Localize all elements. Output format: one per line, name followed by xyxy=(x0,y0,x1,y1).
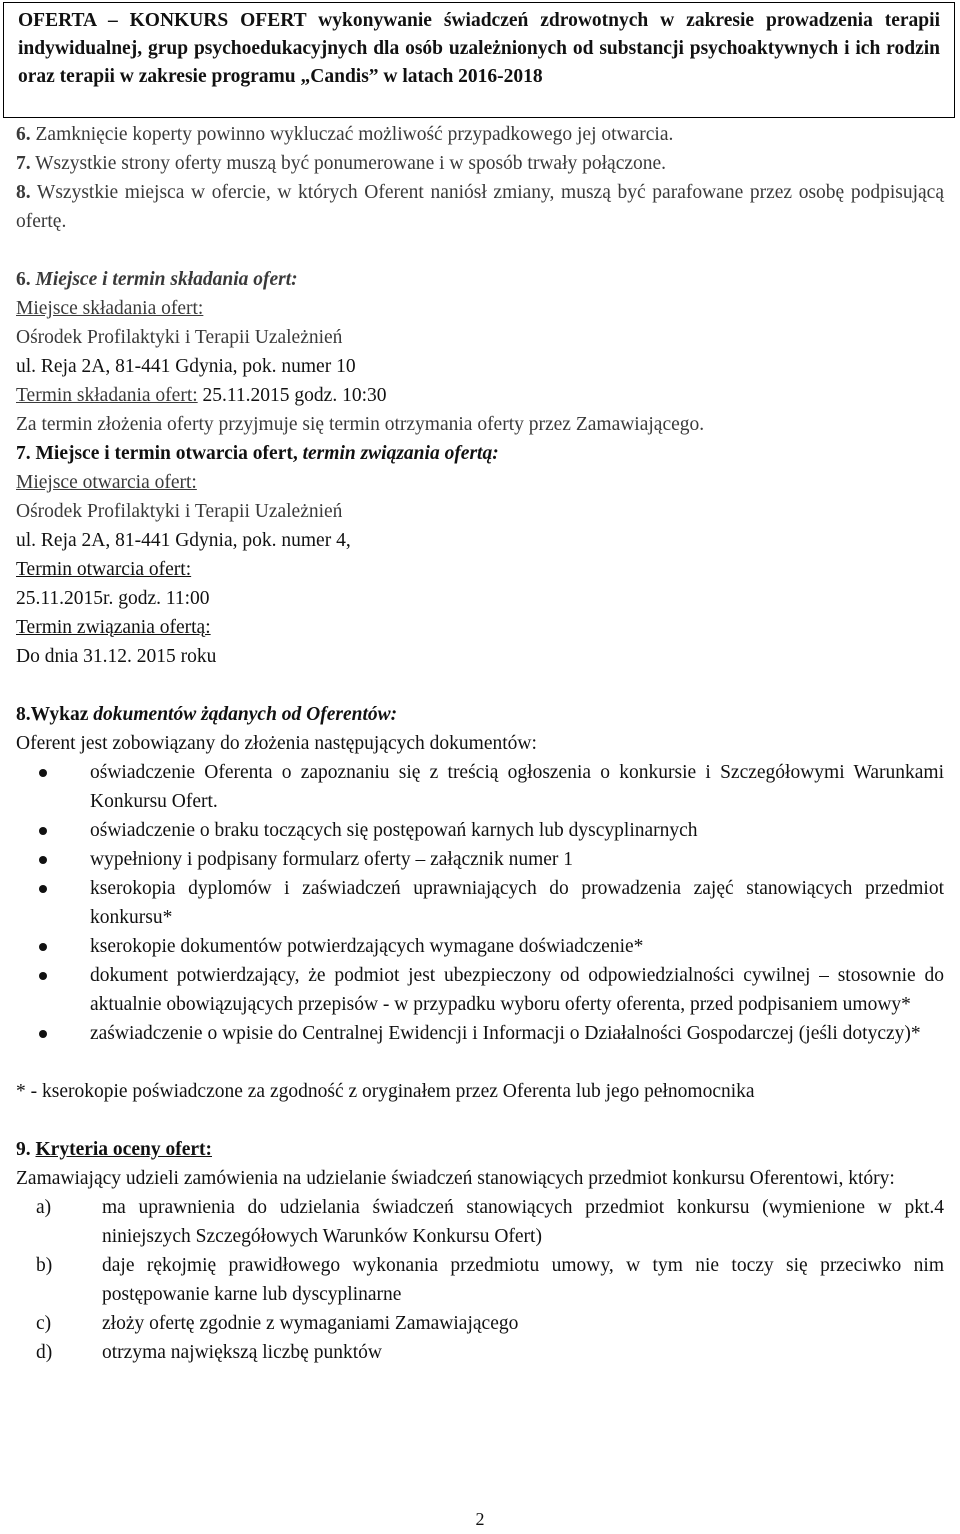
bullet-icon xyxy=(39,769,47,777)
section-6-number: 6. xyxy=(16,269,31,290)
section-8-footnote: * - kserokopie poświadczone za zgodność z oryginałem przez Oferenta lub jego pełnomocnika xyxy=(16,1081,755,1102)
bullet-icon xyxy=(39,1030,47,1038)
list-item: zaświadczenie o wpisie do Centralnej Ewidencji i Informacji o Działalności Gospodarczej (jeśli dotyczy)* xyxy=(16,1019,944,1048)
list-item: dokument potwierdzający, że podmiot jest ubezpieczony od odpowiedzialności cywilnej – stosownie do aktualnie obowiązujących przepisów - w przypadku wyboru oferty oferenta, przed podpisaniem umowy* xyxy=(16,961,944,1019)
list-item: oświadczenie o braku toczących się postępowań karnych lub dyscyplinarnych xyxy=(16,816,944,845)
section-8-title: Wykaz xyxy=(30,704,89,725)
section-7-open-value: 25.11.2015r. godz. 11:00 xyxy=(16,588,210,609)
rule-8-number: 8. xyxy=(16,182,31,203)
list-item: d) otrzyma największą liczbę punktów xyxy=(36,1342,382,1363)
rule-8 xyxy=(16,178,944,236)
section-7-binding-value: Do dnia 31.12. 2015 roku xyxy=(16,646,217,667)
section-6-deadline xyxy=(16,381,944,410)
bullet-icon xyxy=(39,943,47,951)
section-7-subtitle: termin związania ofertą: xyxy=(302,443,499,464)
rule-7 xyxy=(16,149,944,178)
rule-8-text: Wszystkie miejsca w ofercie, w których Oferent naniósł zmiany, muszą być parafowane przez osobę podpisującą ofertę. xyxy=(16,182,944,232)
section-9-number: 9. xyxy=(16,1139,31,1160)
section-7-address: ul. Reja 2A, 81-441 Gdynia, pok. numer 4, xyxy=(16,530,351,551)
section-6-deadline-value: 25.11.2015 godz. 10:30 xyxy=(197,385,387,406)
section-6-title: Miejsce i termin składania ofert: xyxy=(35,269,298,290)
list-item: oświadczenie Oferenta o zapoznaniu się z treścią ogłoszenia o konkursie i Szczegółowymi Warunkami Konkursu Ofert. xyxy=(16,758,944,816)
section-6-place-label: Miejsce składania ofert: xyxy=(16,298,204,319)
page-content xyxy=(16,120,944,1367)
section-7-title: Miejsce i termin otwarcia ofert, xyxy=(35,443,298,464)
bullet-icon xyxy=(39,827,47,835)
section-7-open-label: Termin otwarcia ofert: xyxy=(16,559,192,580)
section-7-place-label: Miejsce otwarcia ofert: xyxy=(16,472,197,493)
section-6-note: Za termin złożenia oferty przyjmuje się termin otrzymania oferty przez Zamawiającego. xyxy=(16,414,705,435)
rule-6-number: 6. xyxy=(16,124,31,145)
header-title: OFERTA – KONKURS OFERT wykonywanie świadczeń zdrowotnych w zakresie prowadzenia terapii indywidualnej, grup psychoedukacyjnych dla osób uzależnionych od substancji psychoaktywnych i ich rodzin oraz terapii w zakresie programu „Candis” w latach 2016-2018 xyxy=(18,10,940,87)
section-6-institution: Ośrodek Profilaktyki i Terapii Uzależnień xyxy=(16,327,343,348)
section-8-number: 8. xyxy=(16,704,31,725)
section-8-subtitle: dokumentów żądanych od Oferentów: xyxy=(93,704,398,725)
bullet-icon xyxy=(39,972,47,980)
list-item: wypełniony i podpisany formularz oferty – załącznik numer 1 xyxy=(16,845,944,874)
bullet-icon xyxy=(39,885,47,893)
rule-7-number: 7. xyxy=(16,153,31,174)
criteria-list xyxy=(16,1193,944,1367)
rule-7-text: Wszystkie strony oferty muszą być ponumerowane i w sposób trwały połączone. xyxy=(35,153,667,174)
section-6-deadline-label: Termin składania ofert: xyxy=(16,385,198,406)
page-number: 2 xyxy=(475,1509,485,1529)
section-7-binding-label: Termin związania ofertą: xyxy=(16,617,211,638)
section-8-heading xyxy=(16,700,944,729)
list-item: a) ma uprawnienia do udzielania świadczeń stanowiących przedmiot konkursu (wymienione w pkt.4 niniejszych Szczegółowych Warunków Konkursu Ofert) xyxy=(36,1197,944,1247)
section-6-heading xyxy=(16,265,944,294)
section-9-title: Kryteria oceny ofert: xyxy=(35,1139,212,1160)
list-item: kserokopie dokumentów potwierdzających wymagane doświadczenie* xyxy=(16,932,944,961)
rule-6 xyxy=(16,120,944,149)
section-7-heading xyxy=(16,439,944,468)
list-item: b) daje rękojmię prawidłowego wykonania przedmiotu umowy, w tym nie toczy się przeciwko nim postępowanie karne lub dyscyplinarne xyxy=(36,1255,944,1305)
header-box xyxy=(3,2,955,118)
section-9-intro: Zamawiający udzieli zamówienia na udzielanie świadczeń stanowiących przedmiot konkursu Oferentowi, który: xyxy=(16,1168,895,1189)
bullet-icon xyxy=(39,856,47,864)
section-6-address: ul. Reja 2A, 81-441 Gdynia, pok. numer 10 xyxy=(16,356,356,377)
section-8-intro: Oferent jest zobowiązany do złożenia następujących dokumentów: xyxy=(16,733,537,754)
section-7-number: 7. xyxy=(16,443,31,464)
documents-list xyxy=(16,758,944,1048)
list-item: c) złoży ofertę zgodnie z wymaganiami Zamawiającego xyxy=(36,1313,519,1334)
rule-6-text: Zamknięcie koperty powinno wykluczać możliwość przypadkowego jej otwarcia. xyxy=(35,124,674,145)
section-7-institution: Ośrodek Profilaktyki i Terapii Uzależnień xyxy=(16,501,343,522)
list-item: kserokopia dyplomów i zaświadczeń uprawniających do prowadzenia zajęć stanowiących przedmiot konkursu* xyxy=(16,874,944,932)
section-9-heading xyxy=(16,1135,944,1164)
